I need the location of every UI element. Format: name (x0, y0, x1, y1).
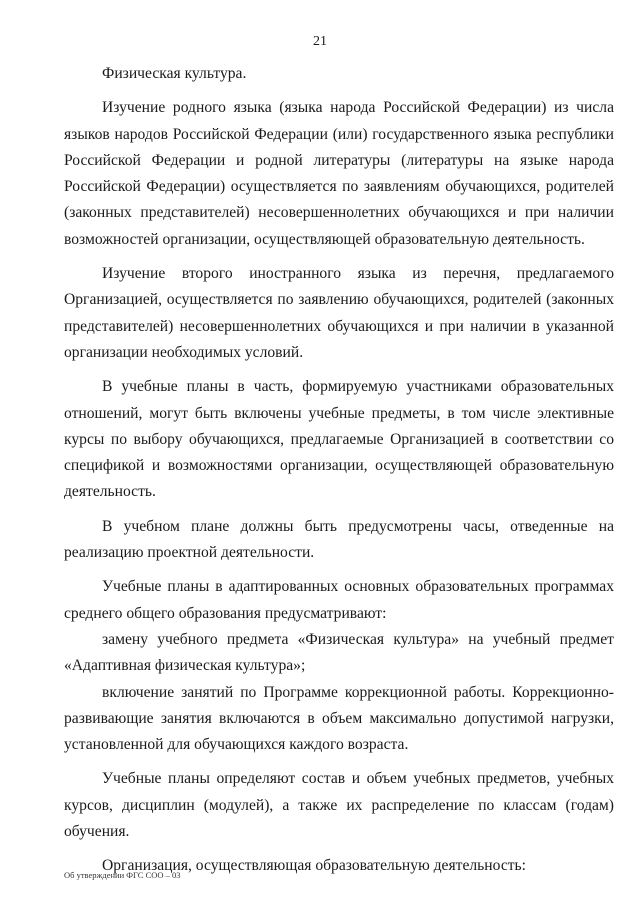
page-footer: Об утверждении ФГС СОО – 03 (64, 870, 181, 880)
paragraph-physical-culture: Физическая культура. (102, 65, 247, 82)
paragraph-project-activity: В учебном плане должны быть предусмотрены часы, отведенные на реализацию проектной деятельности. (64, 517, 614, 562)
page-number: 21 (313, 34, 327, 49)
paragraph-adaptive-physical-culture: замену учебного предмета «Физическая культура» на учебный предмет «Адаптивная физическая культура»; (64, 630, 614, 675)
paragraph-organization: Организация, осуществляющая образовательную деятельность: (102, 857, 526, 875)
document-body (64, 61, 614, 880)
paragraph-correction-work: включение занятий по Программе коррекционной работы. Коррекционно-развивающие занятия включаются в объем максимально допустимой нагрузки, установленной для обучающихся каждого возраста. (64, 683, 614, 754)
paragraph-adapted-programs: Учебные планы в адаптированных основных образовательных программах среднего общего образования предусматривают: (64, 578, 614, 622)
paragraph-curriculum-composition: Учебные планы определяют состав и объем учебных предметов, учебных курсов, дисциплин (модулей), а также их распределение по классам (годам) обучения. (64, 770, 614, 841)
paragraph-elective-courses: В учебные планы в часть, формируемую участниками образовательных отношений, могут быть включены учебные предметы, в том числе элективные курсы по выбору обучающихся, предлагаемые Организацией в соответствии со спецификой и возможностями организации, осуществляющей образовательную деятельность. (64, 378, 614, 501)
paragraph-second-foreign-language: Изучение второго иностранного языка из перечня, предлагаемого Организацией, осуществляется по заявлению обучающихся, родителей (законных представителей) несовершеннолетних обучающихся и при наличии в указанной организации необходимых условий. (64, 265, 614, 361)
paragraph-native-language: Изучение родного языка (языка народа Российской Федерации) из числа языков народов Российской Федерации (или) государственного языка республики Российской Федерации и родной литературы (литературы на языке народа Российской Федерации) осуществляется по заявлениям обучающихся, родителей (законных представителей) несовершеннолетних обучающихся и при наличии возможностей организации, осуществляющей образовательную деятельность. (64, 99, 614, 248)
